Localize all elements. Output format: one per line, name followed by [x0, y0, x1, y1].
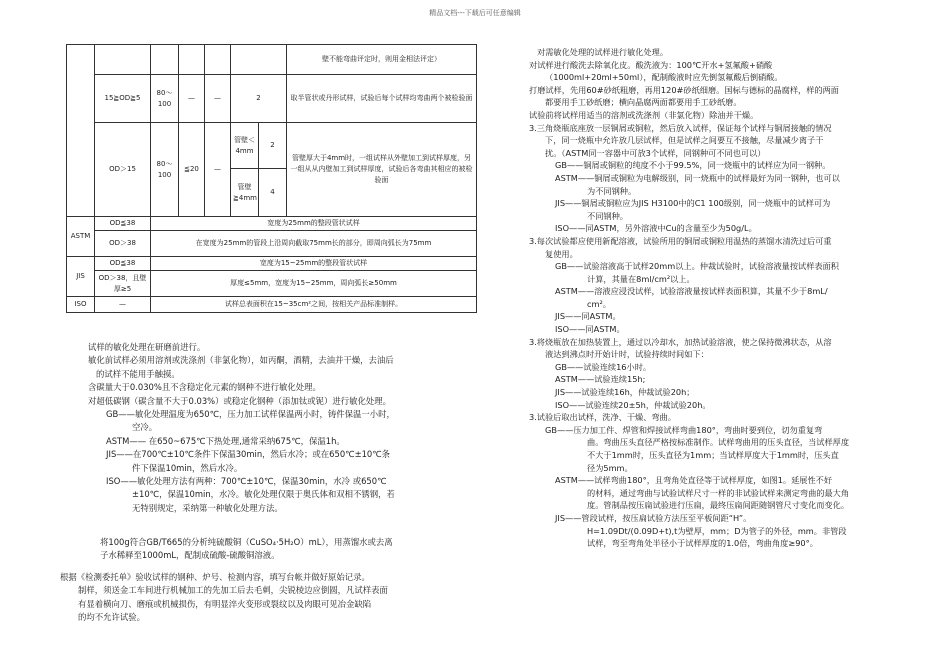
text-line: ISO——同ASTM。 [555, 324, 625, 335]
text-line: 对超低碳钢（碳含量不大于0.03%）或稳定化钢种（添加钛或铌）进行敏化处理。 [88, 395, 391, 406]
text-line: 对试样进行酸洗去除氧化皮。酸洗液为：100℃开水+氢氟酸+硝酸 [529, 59, 773, 70]
text-line: 试样的敏化处理在研磨前进行。 [88, 342, 206, 352]
left-paragraphs-c [60, 571, 388, 625]
page-header: 精品文档---下载后可任意编辑 [429, 9, 521, 17]
text-line: 为不同钢种。 [587, 185, 637, 196]
table-cell: OD＞38 [95, 231, 151, 257]
text-line: 有显着横向刀、磨痕或机械损伤，有明显淬火变形或裂纹以及肉眼可见冶金缺陷 [78, 598, 372, 609]
table-cell [67, 45, 95, 217]
text-line: （1000ml+20ml+50ml），配制酸液时应先倒氢氟酸后倒硝酸。 [545, 72, 783, 83]
table-cell: 4 [259, 169, 287, 217]
text-line: 曲。弯曲压头直径严格按标准制作。试样弯曲用的压头直径，当试样厚度 [587, 437, 850, 448]
table-cell: — [205, 75, 231, 123]
text-line: 液达到沸点时开始计时，试验持续时间如下： [545, 349, 709, 360]
text-line: 无特别规定，采纳第一种敏化处理方法。 [132, 502, 283, 513]
text-line: 计算，其量在8ml/cm²以上。 [587, 273, 695, 284]
text-line: 不同钢种。 [587, 210, 628, 221]
left-paragraphs-a [88, 341, 395, 515]
text-line: ISO——试验连续20±5h，仲裁试验20h。 [555, 399, 711, 410]
table-cell [205, 45, 231, 75]
text-line: ±10℃，保温10min，水冷。敏化处理仅限于奥氏体和双相不锈钢，若 [132, 489, 395, 500]
text-line: ASTM——试验连续15h; [555, 374, 646, 385]
table-cell: 宽度为15~25mm的整段管状试样 [151, 257, 477, 271]
table-cell [151, 45, 179, 75]
specimen-table-block [66, 44, 478, 313]
text-line: 不大于1mm时，压头直径为1mm；当试样厚度大于1mm时，压头直 [587, 450, 839, 460]
table-cell: 厚度≤5mm，宽度为15~25mm，周向弧长≥50mm [151, 271, 477, 297]
table-cell: ISO [67, 297, 95, 313]
text-line: 件下保温10min，然后水冷。 [132, 462, 243, 473]
text-line: 的材料，通过弯曲与试验试样尺寸一样的非试验试样来测定弯曲的最大角 [587, 487, 850, 498]
text-line: ASTM——铜屑或铜粒为电解级别，同一烧瓶中的试样最好为同一钢种，也可以 [555, 172, 840, 183]
table-cell: 管壁＜4mm [231, 123, 259, 169]
text-line: 3.试验后取出试样，洗净、干燥、弯曲。 [529, 412, 676, 423]
table-cell: 在宽度为25mm的管段上沿周向截取75mm长的部分，即周向弧长为75mm [151, 231, 477, 257]
table-cell: 宽度为25mm的整段管状试样 [151, 217, 477, 231]
table-cell: — [205, 123, 231, 217]
right-column [529, 46, 934, 550]
text-line: 敏化前试样必须用溶剂或洗涤剂（非氯化物），如丙酮，酒精，去油并干燥，去油后 [88, 355, 394, 366]
text-line: ASTM——溶液应浸没试样，试验溶液量按试样表面积算，其量不少于8mL/ [555, 286, 828, 297]
text-line: 根据《检测委托单》验收试样的钢种、炉号、检测内容，填写台帐并做好原始记录。 [60, 572, 370, 582]
text-line: JIS——管段试样，按压扁试验方法压至平板间距“H”。 [555, 512, 752, 523]
text-line: ASTM—— 在650~675℃下热处理,通常采纳675℃，保温1h。 [106, 435, 345, 446]
table-cell: — [179, 75, 205, 123]
text-line: GB——铜屑或铜粒的纯度不小于99.5%，同一烧瓶中的试样应为同一钢种。 [555, 160, 831, 171]
text-line: ISO——敏化处理方法有两种：700℃±10℃，保温30min，水冷 或650℃ [106, 476, 387, 487]
text-line: 复使用。 [545, 248, 578, 259]
table-cell [95, 45, 151, 75]
text-line: 子水稀释至1000mL，配制成硫酸-硫酸铜溶液。 [100, 550, 280, 561]
text-line: 试验前将试样用适当的溶剂或洗涤剂（非氯化物）除油并干燥。 [529, 109, 759, 120]
table-cell: OD＞15 [95, 123, 151, 217]
text-line: 对需敏化处理的试样进行敏化处理。 [537, 47, 669, 57]
table-cell: 2 [259, 123, 287, 169]
table-cell: 试样总表面积在15~35cm²之间，按相关产品标准制样。 [151, 297, 477, 313]
text-line: H=1.09Dt/(0.09D+t),t为壁厚，mm；D为管子的外径，mm。非管段 [587, 525, 847, 536]
text-line: GB——试验溶液高于试样20mm以上。仲裁试验时，试验溶液量按试样表面积 [555, 261, 839, 272]
text-line: JIS——试验连续16h，仲裁试验20h； [555, 387, 695, 398]
text-line: 制样，须送金工车间进行机械加工的先加工后去毛刺，尖锐棱边应倒圆，凡试样表面 [78, 585, 388, 596]
table-cell: 80～100 [151, 123, 179, 217]
table-cell [231, 45, 287, 75]
left-paragraphs-b [100, 536, 393, 563]
text-line: 打磨试样，先用60#砂纸粗磨，再用120#砂纸细磨。国标与德标的晶腐样，样的两面 [529, 84, 839, 95]
table-cell: 15≧OD≧5 [95, 75, 151, 123]
text-line: 3.每次试验都应使用新配溶液，试验所用的铜屑或铜粒用温热的蒸馏水清洗过后可重 [529, 235, 832, 246]
text-line: 都要用手工砂纸磨；横向晶腐两面都要用手工砂纸磨。 [545, 97, 742, 108]
text-line: 下，同一烧瓶中允许放几层试样，但是试样之间要互不接触，尽量减少离子干 [545, 135, 824, 146]
table-cell: 壁不能弯曲评定时，则用金相法评定） [287, 45, 477, 75]
text-line: ISO——同ASTM，另外溶液中Cu的含量至少为50g/L。 [555, 223, 757, 234]
table-cell: 取半管状或丹形试样，试验后每个试样均弯曲两个被检验面 [287, 75, 477, 123]
text-line: 3.将烧瓶放在加热装置上，通过以冷却水，加热试验溶液，使之保持微沸状态，从溶 [529, 336, 832, 347]
text-line: 将100g符合GB/T665的分析纯硫酸铜（CuSO₄·5H₂O）mL），用蒸馏水或去离 [100, 537, 393, 547]
text-line: 3.三角烧瓶底座放一层铜屑或铜粒，然后放入试样，保证每个试样与铜屑接触的情况 [529, 122, 832, 133]
text-line: GB——试验连续16小时。 [555, 361, 652, 372]
text-line: JIS——铜屑或铜粒应为JIS H3100中的C1 100级别，同一烧瓶中的试样可为 [555, 198, 831, 209]
table-cell: 管壁厚大于4mm时，一组试样从外壁加工到试样厚度，另一组从从内壁加工到试样厚度，试验后各弯曲其相应的被检验面 [287, 123, 477, 217]
table-cell: 80～100 [151, 75, 179, 123]
text-line: GB——压力加工件、焊管和焊接试样弯曲180°，弯曲时要到位，切勿重复弯 [545, 424, 823, 435]
table-cell: JIS [67, 257, 95, 297]
table-cell: OD≦38 [95, 217, 151, 231]
table-cell: OD＞38，且壁厚≥5 [95, 271, 151, 297]
text-line: 含碳量大于0.030%且不含稳定化元素的钢种不进行敏化处理。 [88, 382, 321, 393]
text-line: ASTM——试样弯曲180°，且弯角处直径等于试样厚度，如图1。延展性不好 [555, 475, 833, 486]
text-line: 试样，弯至弯角处半径小于试样厚度的1.0倍，弯曲角度≥90°。 [587, 538, 818, 549]
text-line: 的均不允许试验。 [78, 612, 145, 623]
table-cell [179, 45, 205, 75]
table-cell: ASTM [67, 217, 95, 257]
text-line: 空冷。 [132, 422, 158, 433]
text-line: JIS——同ASTM。 [555, 311, 621, 322]
table-cell: 管壁≧4mm [231, 169, 259, 217]
table-cell: OD≦38 [95, 257, 151, 271]
text-line: GB——敏化处理温度为650℃，压力加工试样保温两小时，铸件保温一小时， [106, 409, 395, 420]
text-line: JIS——在700℃±10℃条件下保温30min，然后水冷；或在650℃±10℃条 [106, 449, 391, 460]
table-cell: — [95, 297, 151, 313]
text-line: 径为5mm。 [587, 462, 633, 473]
text-line: 的试样不能用手触摸。 [96, 368, 180, 379]
text-line: 度。管制品按压扁试验进行压扁，最终压扁间距随钢管尺寸变化而变化。 [587, 500, 850, 511]
text-line: 扰。（ASTM同一容器中可放3个试样，同钢种可不同也可以） [545, 147, 766, 158]
specimen-table [66, 44, 477, 313]
table-cell: 2 [231, 75, 287, 123]
table-cell: ≦20 [179, 123, 205, 217]
text-line: cm²。 [587, 298, 611, 309]
